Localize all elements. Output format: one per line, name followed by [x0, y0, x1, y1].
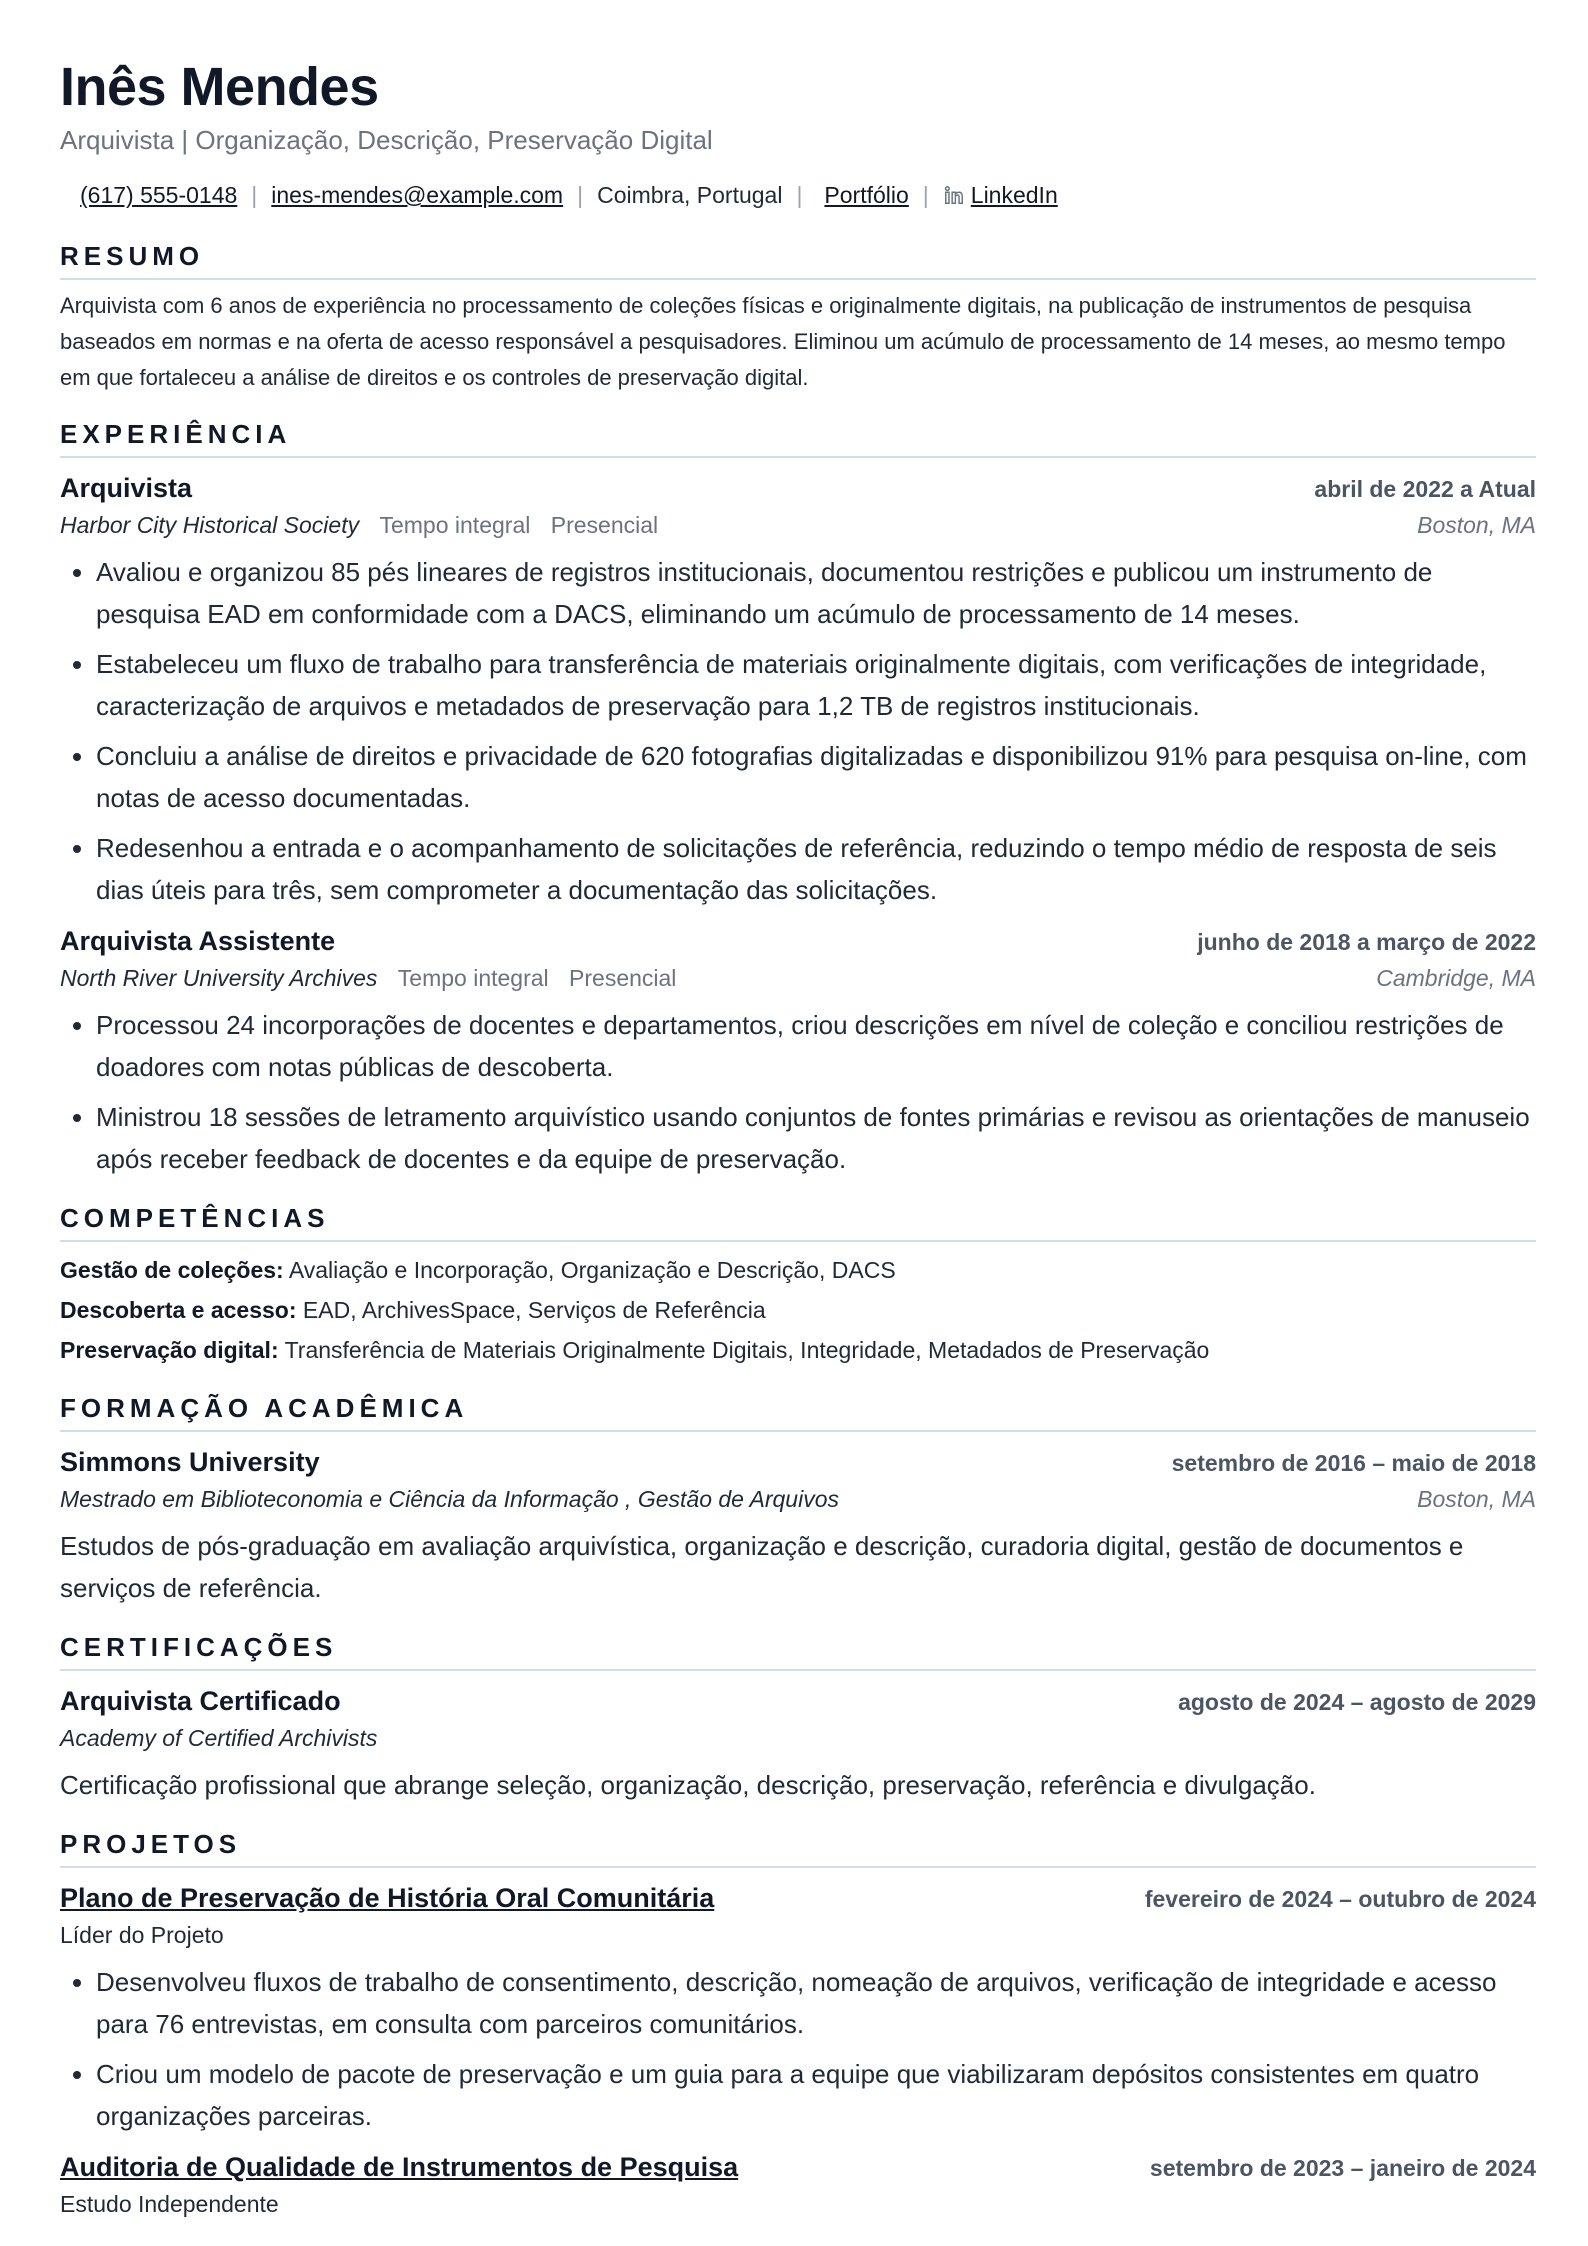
project-entry: [60, 2149, 1536, 2222]
candidate-name: Inês Mendes: [60, 57, 379, 117]
project-role: Líder do Projeto: [60, 1922, 224, 1948]
job-org: North River University Archives: [60, 965, 378, 991]
certification-date: agosto de 2024 – agosto de 2029: [1178, 1689, 1536, 1715]
skill-label: Gestão de coleções:: [60, 1257, 284, 1283]
job-bullets: [60, 551, 1536, 911]
skill-row: [60, 1250, 1536, 1290]
project-entry: [60, 1880, 1536, 2137]
education-entry: [60, 1444, 1536, 1609]
bullet-item: • Processou 24 incorporações de docentes e departamentos, criou descrições em nível de coleção e conciliou restrições de doadores com notas públicas de descoberta.: [96, 1004, 1536, 1088]
school-name: Simmons University: [60, 1447, 320, 1477]
job-date: abril de 2022 a Atual: [1314, 476, 1536, 502]
summary-text: Arquivista com 6 anos de experiência no processamento de coleções físicas e originalmente digitais, na publicação de instrumentos de pesquisa baseados em normas e na oferta de acesso responsável a pesquisadores. Eliminou um acúmulo de processamento de 14 meses, ao mesmo tempo em que fortaleceu a análise de direitos e os controles de preservação digital.: [60, 293, 1506, 390]
skill-row: [60, 1330, 1536, 1370]
job-mode: Presencial: [569, 965, 677, 991]
project-title-link[interactable]: Auditoria de Qualidade de Instrumentos de Pesquisa: [60, 2152, 739, 2182]
experience-entry: [60, 923, 1536, 1180]
location-text: Coimbra, Portugal: [597, 182, 783, 208]
resume-page: [60, 52, 1536, 2222]
job-date: junho de 2018 a março de 2022: [1197, 929, 1536, 955]
certification-title: Arquivista Certificado: [60, 1686, 341, 1716]
job-title: Arquivista Assistente: [60, 926, 336, 956]
project-date: fevereiro de 2024 – outubro de 2024: [1144, 1886, 1536, 1912]
skill-value: EAD, ArchivesSpace, Serviços de Referência: [302, 1297, 766, 1323]
job-org: Harbor City Historical Society: [60, 512, 360, 538]
certification-description: Certificação profissional que abrange seleção, organização, descrição, preservação, referência e divulgação.: [60, 1770, 1316, 1800]
project-role: Estudo Independente: [60, 2191, 279, 2217]
education-date: setembro de 2016 – maio de 2018: [1171, 1450, 1536, 1476]
contact-bar: [60, 178, 1536, 212]
section-title-skills: COMPETÊNCIAS: [60, 1200, 1536, 1242]
job-bullets: [60, 1004, 1536, 1180]
bullet-item: • Concluiu a análise de direitos e privacidade de 620 fotografias digitalizadas e disponibilizou 91% para pesquisa on-line, com notas de acesso documentadas.: [96, 735, 1536, 819]
job-location: Boston, MA: [1417, 512, 1536, 538]
phone-link[interactable]: (617) 555-0148: [80, 182, 238, 208]
job-type: Tempo integral: [379, 512, 531, 538]
linkedin-label: LinkedIn: [970, 182, 1058, 208]
skill-label: Preservação digital:: [60, 1337, 279, 1363]
skill-label: Descoberta e acesso:: [60, 1297, 297, 1323]
contact-separator: |: [796, 182, 803, 208]
skill-value: Avaliação e Incorporação, Organização e Descrição, DACS: [288, 1257, 896, 1283]
skills-list: [60, 1250, 1536, 1370]
project-title-link[interactable]: Plano de Preservação de História Oral Comunitária: [60, 1883, 715, 1913]
degree: Mestrado em Biblioteconomia e Ciência da Informação , Gestão de Arquivos: [60, 1486, 839, 1512]
section-title-experience: EXPERIÊNCIA: [60, 416, 1536, 458]
section-title-projects: PROJETOS: [60, 1826, 1536, 1868]
bullet-item: • Avaliou e organizou 85 pés lineares de registros institucionais, documentou restrições e publicou um instrumento de pesquisa EAD em conformidade com a DACS, eliminando um acúmulo de processamento de 14 meses.: [96, 551, 1536, 635]
project-date: setembro de 2023 – janeiro de 2024: [1149, 2155, 1536, 2181]
job-location: Cambridge, MA: [1376, 965, 1536, 991]
education-location: Boston, MA: [1417, 1486, 1536, 1512]
job-type: Tempo integral: [397, 965, 549, 991]
job-title: Arquivista: [60, 473, 193, 503]
bullet-item: • Criou um modelo de pacote de preservação e um guia para a equipe que viabilizaram depósitos consistentes em quatro organizações parceiras.: [96, 2053, 1536, 2137]
contact-separator: |: [251, 182, 258, 208]
bullet-item: • Redesenhou a entrada e o acompanhamento de solicitações de referência, reduzindo o tempo médio de resposta de seis dias úteis para três, sem comprometer a documentação das solicitações.: [96, 827, 1536, 911]
portfolio-link[interactable]: Portfólio: [824, 182, 909, 208]
section-title-summary: RESUMO: [60, 238, 1536, 280]
job-mode: Presencial: [550, 512, 659, 538]
section-title-education: FORMAÇÃO ACADÊMICA: [60, 1390, 1536, 1432]
email-link[interactable]: ines-mendes@example.com: [271, 182, 564, 208]
certification-entry: [60, 1683, 1536, 1806]
skill-row: [60, 1290, 1536, 1330]
education-description: Estudos de pós-graduação em avaliação arquivística, organização e descrição, curadoria digital, gestão de documentos e serviços de referência.: [60, 1531, 1464, 1603]
certification-issuer: Academy of Certified Archivists: [60, 1725, 378, 1751]
headline: Arquivista | Organização, Descrição, Preservação Digital: [60, 125, 713, 155]
linkedin-icon: [943, 184, 965, 206]
project-bullets: [60, 1961, 1536, 2137]
contact-separator: |: [577, 182, 584, 208]
linkedin-link[interactable]: [943, 178, 1058, 212]
experience-entry: [60, 470, 1536, 911]
bullet-item: • Estabeleceu um fluxo de trabalho para transferência de materiais originalmente digitais, com verificações de integridade, caracterização de arquivos e metadados de preservação para 1,2 TB de registros institucionais.: [96, 643, 1536, 727]
contact-separator: |: [922, 182, 929, 208]
skill-value: Transferência de Materiais Originalmente Digitais, Integridade, Metadados de Preservação: [284, 1337, 1210, 1363]
bullet-item: • Ministrou 18 sessões de letramento arquivístico usando conjuntos de fontes primárias e revisou as orientações de manuseio após receber feedback de docentes e da equipe de preservação.: [96, 1096, 1536, 1180]
section-title-certifications: CERTIFICAÇÕES: [60, 1629, 1536, 1671]
bullet-item: • Desenvolveu fluxos de trabalho de consentimento, descrição, nomeação de arquivos, verificação de integridade e acesso para 76 entrevistas, em consulta com parceiros comunitários.: [96, 1961, 1536, 2045]
